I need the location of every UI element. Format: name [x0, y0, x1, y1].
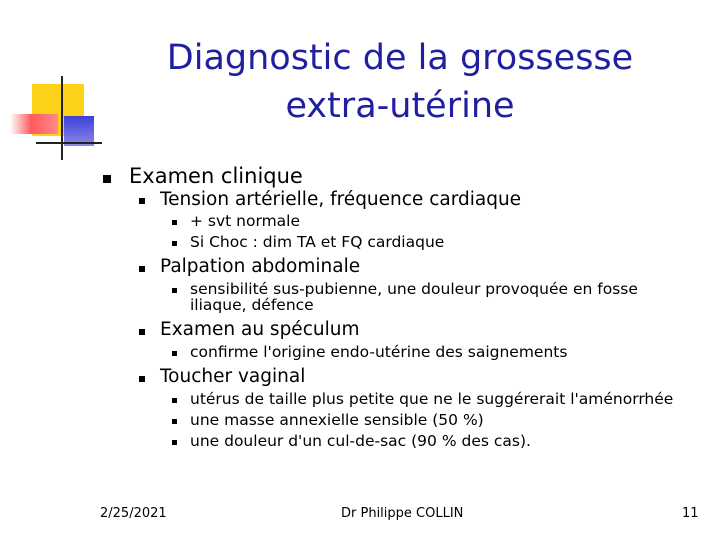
- level1-heading: Examen clinique: [129, 164, 303, 188]
- slide-title: [110, 34, 690, 130]
- list-item: sensibilité sus-pubienne, une douleur provoquée en fosse: [190, 280, 638, 298]
- section-heading-palpation: Palpation abdominale: [160, 256, 361, 277]
- section-heading-speculum: Examen au spéculum: [160, 319, 360, 340]
- bullet-square-icon: [172, 288, 177, 293]
- bullet-square-icon: [103, 175, 111, 183]
- footer-date: 2/25/2021: [100, 506, 167, 521]
- bullet-square-icon: [172, 440, 177, 445]
- list-item: une douleur d'un cul-de-sac (90 % des cas).: [190, 432, 531, 450]
- decor-red-bar: [10, 114, 58, 134]
- list-item-continuation: iliaque, défence: [190, 296, 314, 314]
- decor-vertical-line: [61, 76, 63, 160]
- list-item: + svt normale: [190, 212, 301, 230]
- bullet-square-icon: [172, 419, 177, 424]
- bullet-square-icon: [139, 198, 145, 204]
- list-item: une masse annexielle sensible (50 %): [190, 411, 484, 429]
- footer-author: Dr Philippe COLLIN: [341, 506, 464, 521]
- list-item: Si Choc : dim TA et FQ cardiaque: [190, 233, 445, 251]
- bullet-square-icon: [172, 241, 177, 246]
- footer-page-number: 11: [682, 506, 699, 521]
- list-item: utérus de taille plus petite que ne le suggérerait l'aménorrhée: [190, 390, 674, 408]
- bullet-square-icon: [172, 220, 177, 225]
- section-heading-toucher: Toucher vaginal: [160, 366, 306, 387]
- slide-title-line-2: extra-utérine: [285, 86, 515, 126]
- list-item: confirme l'origine endo-utérine des saignements: [190, 343, 568, 361]
- bullet-square-icon: [139, 266, 145, 272]
- section-heading-tension: Tension artérielle, fréquence cardiaque: [160, 189, 522, 210]
- bullet-square-icon: [139, 376, 145, 382]
- decor-horizontal-line: [36, 142, 102, 144]
- slide-title-line-1: Diagnostic de la grossesse: [166, 38, 634, 78]
- bullet-square-icon: [139, 329, 145, 335]
- bullet-square-icon: [172, 398, 177, 403]
- bullet-square-icon: [172, 351, 177, 356]
